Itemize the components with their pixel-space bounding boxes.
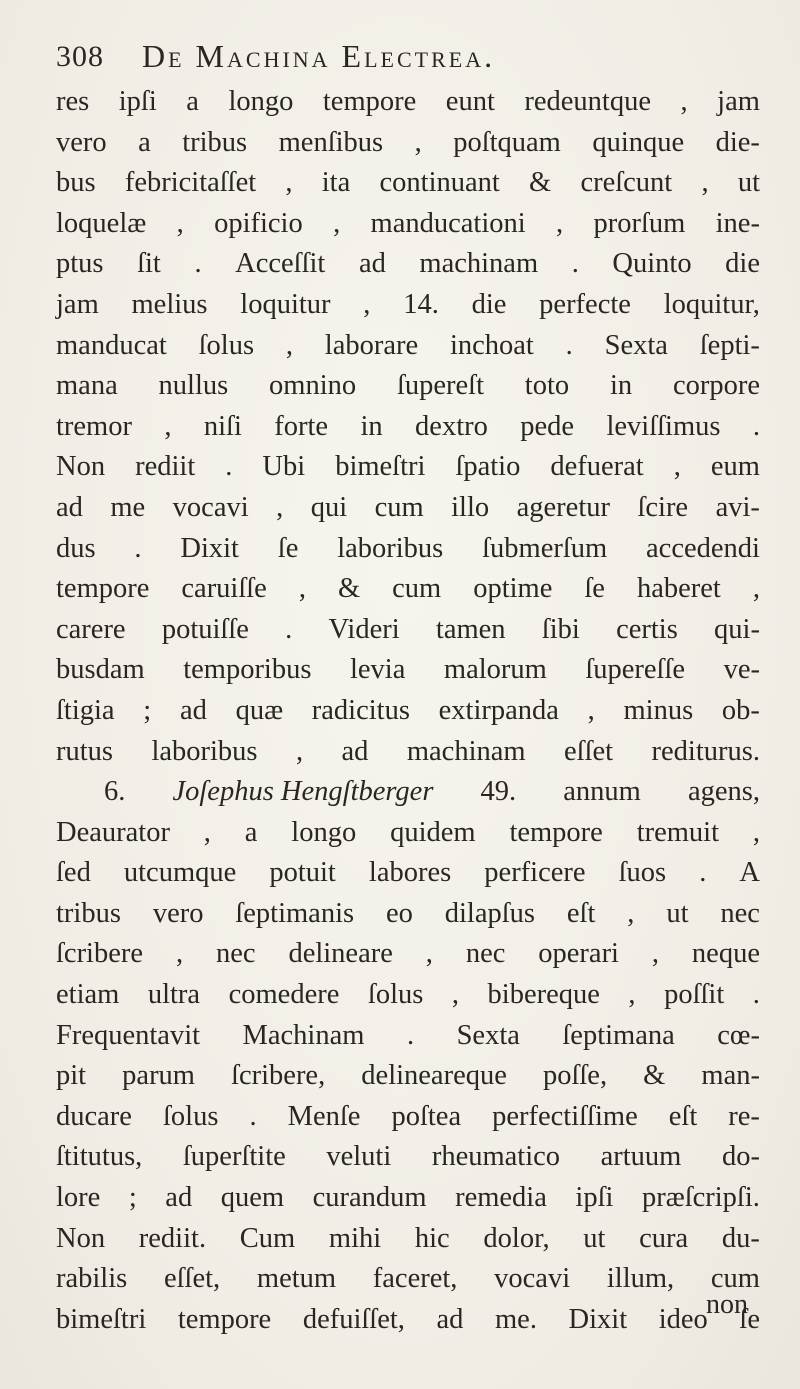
word: ipſi xyxy=(575,1182,614,1214)
word: rheumatico xyxy=(431,1141,561,1173)
word: eſſet xyxy=(564,735,614,767)
word: ad xyxy=(179,694,207,726)
word: ad xyxy=(436,1303,464,1335)
word: mihi xyxy=(328,1222,382,1254)
word: cum xyxy=(710,1263,760,1295)
word: pede xyxy=(520,410,575,442)
word: Cum xyxy=(239,1222,296,1254)
word: die xyxy=(471,288,507,320)
word: Non xyxy=(56,1222,106,1254)
text-line xyxy=(56,975,760,1016)
word: qui xyxy=(310,491,348,523)
text-line xyxy=(56,123,760,164)
word: , xyxy=(203,816,211,848)
word: tempore xyxy=(56,573,150,605)
body-text xyxy=(56,82,760,1340)
text-line xyxy=(56,1137,760,1178)
word: ducare xyxy=(56,1100,132,1132)
text-line xyxy=(56,1016,760,1057)
word: man- xyxy=(701,1060,760,1092)
text-line xyxy=(56,732,760,773)
word: ut xyxy=(737,167,760,199)
text-line xyxy=(56,1259,760,1300)
word: præſcripſi. xyxy=(641,1182,760,1214)
word: Dixit xyxy=(568,1303,628,1335)
word: 49. xyxy=(480,776,517,808)
word: ſolus xyxy=(162,1100,219,1132)
word: . xyxy=(194,248,202,280)
word: , xyxy=(285,167,293,199)
word: nec xyxy=(215,938,256,970)
word: tribus xyxy=(56,897,121,929)
word: artuum xyxy=(600,1141,682,1173)
word: , xyxy=(425,938,433,970)
word: . xyxy=(565,329,573,361)
word: Frequentavit xyxy=(56,1019,201,1051)
word: bimeſtri xyxy=(335,451,426,483)
word: prorſum xyxy=(593,207,686,239)
word: faceret, xyxy=(372,1263,458,1295)
word: defuiſſet, xyxy=(302,1303,405,1335)
word: tremuit xyxy=(636,816,720,848)
patient-name: Joſephus Hengſtberger xyxy=(172,776,434,808)
word: loquitur, xyxy=(663,288,760,320)
word: minus xyxy=(623,694,694,726)
word: hic xyxy=(414,1222,450,1254)
word: illum, xyxy=(606,1263,675,1295)
text-line xyxy=(56,529,760,570)
word: ſuperſtite xyxy=(182,1141,286,1173)
word: , xyxy=(295,735,304,767)
word: & xyxy=(643,1060,666,1092)
word: ſe xyxy=(277,532,299,564)
word: Non xyxy=(56,451,106,483)
word: , xyxy=(680,86,688,117)
text-line xyxy=(56,407,760,448)
word: , xyxy=(451,979,459,1011)
word: extirpanda xyxy=(438,694,559,726)
word: avi- xyxy=(715,491,760,523)
word: delineareque xyxy=(361,1060,507,1092)
word: , xyxy=(176,207,184,239)
word: rediit. xyxy=(138,1222,207,1254)
word: ob- xyxy=(721,694,760,726)
word: levia xyxy=(349,654,406,686)
word: menſibus xyxy=(278,126,384,158)
word: etiam xyxy=(56,979,120,1011)
word: dextro xyxy=(415,410,488,442)
word: carere xyxy=(56,613,126,645)
word: , xyxy=(752,573,760,605)
word: me. xyxy=(495,1303,537,1335)
text-line xyxy=(56,82,760,123)
word: mana xyxy=(56,370,118,402)
word: utcumque xyxy=(123,857,237,889)
word: tribus xyxy=(182,126,248,158)
word: laboribus xyxy=(151,735,258,767)
word: tempore xyxy=(322,86,417,117)
word: a xyxy=(138,126,151,158)
text-line xyxy=(56,447,760,488)
word: perfecte xyxy=(539,288,631,320)
text-line xyxy=(56,1300,760,1341)
word: quæ xyxy=(235,694,284,726)
word: Sexta xyxy=(456,1019,520,1051)
word: ; xyxy=(143,694,152,726)
word: continuant xyxy=(379,167,500,199)
word: . xyxy=(699,857,707,889)
word: ageretur xyxy=(516,491,610,523)
word: die- xyxy=(715,126,760,158)
word: cum xyxy=(374,491,424,523)
word: ſibi xyxy=(541,613,580,645)
word: du- xyxy=(721,1222,760,1254)
word: ſe xyxy=(739,1303,760,1335)
word: ſolus xyxy=(198,329,255,361)
text-line xyxy=(56,853,760,894)
word: , xyxy=(651,938,660,970)
word: machinam xyxy=(419,248,539,280)
word: , xyxy=(414,126,422,158)
text-line xyxy=(56,772,760,813)
word: Ubi xyxy=(262,451,306,483)
word: , xyxy=(285,329,293,361)
word: poſſe, xyxy=(542,1060,608,1092)
word: jam xyxy=(56,288,99,320)
word: 14. xyxy=(403,288,439,320)
word: ſcribere, xyxy=(231,1060,326,1092)
word: eſſet, xyxy=(163,1263,221,1295)
word: certis xyxy=(616,613,678,645)
word: in xyxy=(609,370,633,402)
word: tremor xyxy=(56,410,132,442)
word: eſt xyxy=(566,897,596,929)
word: a xyxy=(186,86,199,117)
word: do- xyxy=(721,1141,760,1173)
word: loquelæ xyxy=(56,207,147,239)
word: radicitus xyxy=(311,694,410,726)
word: rediit xyxy=(135,451,196,483)
word: cum xyxy=(392,573,442,605)
word: , xyxy=(298,573,306,605)
word: ſupereſt xyxy=(396,370,484,402)
word: Dixit xyxy=(180,532,239,564)
word: febricitaſſet xyxy=(124,167,257,199)
text-line xyxy=(56,650,760,691)
word: . xyxy=(225,451,233,483)
word: opificio xyxy=(214,207,303,239)
word: metum xyxy=(256,1263,337,1295)
word: caruiſſe xyxy=(181,573,267,605)
word: , xyxy=(556,207,564,239)
word: . xyxy=(752,979,760,1011)
word: optime xyxy=(473,573,553,605)
word: corpore xyxy=(672,370,760,402)
word: vocavi xyxy=(172,491,249,523)
word: ſupereſſe xyxy=(585,654,686,686)
word: ſubmerſum xyxy=(482,532,608,564)
word: bus xyxy=(56,167,96,199)
text-line xyxy=(56,691,760,732)
word: in xyxy=(360,410,383,442)
word: nec xyxy=(720,897,760,929)
word: haberet xyxy=(636,573,721,605)
word: inchoat xyxy=(449,329,534,361)
word: bimeſtri xyxy=(56,1303,147,1335)
word: longo xyxy=(291,816,357,848)
word: Machinam xyxy=(242,1019,365,1051)
page-number: 308 xyxy=(56,40,104,73)
word: Menſe xyxy=(287,1100,361,1132)
word: Videri xyxy=(328,613,400,645)
word: cœ- xyxy=(717,1019,760,1051)
word: rediturus. xyxy=(651,735,760,767)
word: ad xyxy=(165,1182,193,1214)
word: neque xyxy=(691,938,760,970)
word: ita xyxy=(321,167,351,199)
word: ſtitutus, xyxy=(56,1141,143,1173)
word: pit xyxy=(56,1060,87,1092)
word: ſcribere xyxy=(56,938,144,970)
word: , xyxy=(628,979,636,1011)
word: re- xyxy=(728,1100,760,1132)
text-line xyxy=(56,1056,760,1097)
word: ut xyxy=(666,897,689,929)
word: . xyxy=(285,613,293,645)
word: redeuntque xyxy=(524,86,651,117)
page-header xyxy=(56,36,756,80)
word: manducationi xyxy=(370,207,526,239)
word: . xyxy=(406,1019,415,1051)
word: . xyxy=(249,1100,257,1132)
word: dilapſus xyxy=(444,897,536,929)
word: quidem xyxy=(390,816,476,848)
word: Quinto xyxy=(612,248,692,280)
word: potuit xyxy=(269,857,336,889)
word: Sexta xyxy=(604,329,668,361)
word: veluti xyxy=(326,1141,392,1173)
text-line xyxy=(56,326,760,367)
word: agens, xyxy=(687,776,760,808)
word: ad xyxy=(341,735,369,767)
word: quem xyxy=(220,1182,285,1214)
word: ve- xyxy=(723,654,760,686)
word: parum xyxy=(122,1060,195,1092)
word: eſt xyxy=(668,1100,698,1132)
word: comedere xyxy=(228,979,340,1011)
word: eunt xyxy=(445,86,495,117)
word: busdam xyxy=(56,654,145,686)
word: ideo xyxy=(658,1303,708,1335)
word: omnino xyxy=(269,370,357,402)
word: manducat xyxy=(56,329,167,361)
word: vocavi xyxy=(494,1263,571,1295)
word: Deaurator xyxy=(56,816,170,848)
word: poſſit xyxy=(664,979,725,1011)
word: , xyxy=(701,167,709,199)
word: ſepti- xyxy=(699,329,760,361)
word: curandum xyxy=(312,1182,427,1214)
catchword: non xyxy=(706,1289,748,1320)
word: tempore xyxy=(177,1303,272,1335)
text-line xyxy=(56,488,760,529)
word: loquitur xyxy=(240,288,331,320)
text-line xyxy=(56,610,760,651)
word: melius xyxy=(131,288,208,320)
word: rutus xyxy=(56,735,113,767)
word: poſtea xyxy=(391,1100,462,1132)
word: , xyxy=(752,816,760,848)
word: qui- xyxy=(714,613,760,645)
word: ſcire xyxy=(637,491,689,523)
word: jam xyxy=(717,86,760,117)
word: ad xyxy=(56,491,83,523)
text-line xyxy=(56,366,760,407)
word: forte xyxy=(274,410,329,442)
word: defuerat xyxy=(550,451,644,483)
word: operari xyxy=(538,938,619,970)
word: ſuos xyxy=(618,857,667,889)
word: , xyxy=(627,897,635,929)
word: longo xyxy=(228,86,294,117)
word: laborare xyxy=(324,329,419,361)
word: lore xyxy=(56,1182,101,1214)
word: delineare xyxy=(288,938,393,970)
text-line xyxy=(56,1219,760,1260)
word: , xyxy=(333,207,341,239)
word: , xyxy=(175,938,184,970)
text-line xyxy=(56,163,760,204)
word: A xyxy=(739,857,760,889)
word: . xyxy=(752,410,760,442)
word: . xyxy=(134,532,142,564)
word: . xyxy=(571,248,579,280)
word: & xyxy=(337,573,361,605)
word: ſeptimana xyxy=(562,1019,675,1051)
word: , xyxy=(164,410,172,442)
word: quinque xyxy=(592,126,685,158)
text-line xyxy=(56,894,760,935)
word: potuiſſe xyxy=(161,613,249,645)
text-line xyxy=(56,285,760,326)
text-line xyxy=(56,1097,760,1138)
word: me xyxy=(110,491,146,523)
word: nullus xyxy=(158,370,229,402)
word: tempore xyxy=(509,816,603,848)
word: niſi xyxy=(203,410,242,442)
word: malorum xyxy=(443,654,547,686)
running-title: De Machina Electrea. xyxy=(142,38,496,74)
text-line xyxy=(56,1178,760,1219)
word: dus xyxy=(56,532,96,564)
word: perficere xyxy=(484,857,586,889)
text-line xyxy=(56,569,760,610)
word: ſit xyxy=(137,248,161,280)
word: , xyxy=(276,491,284,523)
text-line xyxy=(56,934,760,975)
word: ſeptimanis xyxy=(235,897,355,929)
text-line xyxy=(56,244,760,285)
word: toto xyxy=(524,370,570,402)
word: laboribus xyxy=(337,532,444,564)
word: tamen xyxy=(435,613,506,645)
word: ſpatio xyxy=(455,451,521,483)
word: , xyxy=(363,288,371,320)
word: poſtquam xyxy=(453,126,561,158)
word: leviſſimus xyxy=(606,410,721,442)
word: vero xyxy=(56,126,107,158)
word: ultra xyxy=(147,979,201,1011)
word: res xyxy=(56,86,90,117)
word: illo xyxy=(451,491,490,523)
word: ut xyxy=(583,1222,606,1254)
paragraph-number: 6. xyxy=(104,776,126,808)
word: ipſi xyxy=(118,86,157,117)
word: creſcunt xyxy=(580,167,673,199)
word: remedia xyxy=(455,1182,547,1214)
word: , xyxy=(587,694,595,726)
text-line xyxy=(56,204,760,245)
word: nec xyxy=(465,938,506,970)
word: annum xyxy=(563,776,641,808)
word: ſolus xyxy=(367,979,424,1011)
word: a xyxy=(244,816,258,848)
word: dolor, xyxy=(483,1222,550,1254)
word: ſtigia xyxy=(56,694,115,726)
word: vero xyxy=(152,897,204,929)
word: machinam xyxy=(406,735,526,767)
word: ſed xyxy=(56,857,91,889)
word: perfectiſſime xyxy=(492,1100,638,1132)
word: , xyxy=(673,451,681,483)
word: cura xyxy=(639,1222,689,1254)
word: Acceſſit xyxy=(235,248,326,280)
word: ine- xyxy=(715,207,760,239)
word: accedendi xyxy=(646,532,760,564)
text-line xyxy=(56,813,760,854)
word: ; xyxy=(128,1182,137,1214)
word: & xyxy=(529,167,552,199)
word: eo xyxy=(385,897,413,929)
word: eum xyxy=(710,451,760,483)
word: labores xyxy=(368,857,452,889)
word: temporibus xyxy=(183,654,312,686)
word: ſe xyxy=(584,573,605,605)
word: rabilis xyxy=(56,1263,128,1295)
word: bibereque xyxy=(487,979,600,1011)
word: die xyxy=(725,248,760,280)
word: ad xyxy=(358,248,386,280)
word: ptus xyxy=(56,248,104,280)
